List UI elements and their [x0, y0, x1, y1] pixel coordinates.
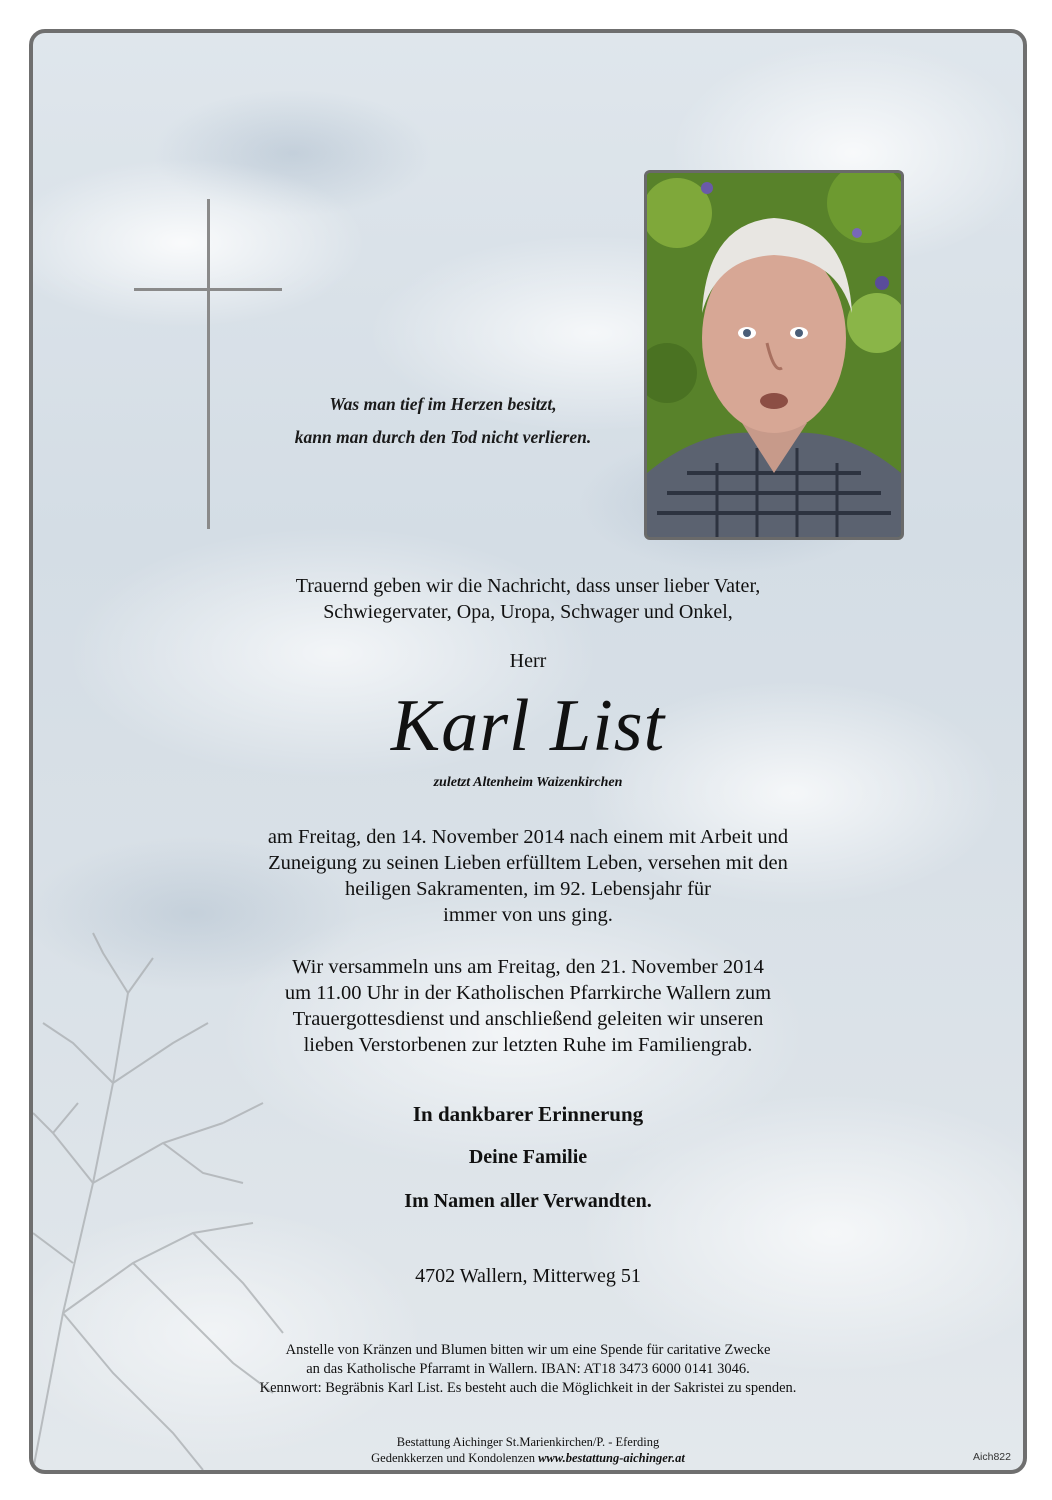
obituary-card: [29, 29, 1027, 1474]
closing-family: Deine Familie: [468, 1146, 588, 1168]
death-line-3: heiligen Sakramenten, im 92. Lebensjahr für: [344, 878, 712, 900]
family-address: 4702 Wallern, Mitterweg 51: [415, 1265, 641, 1287]
undertaker-website-link[interactable]: www.bestattung-aichinger.at: [538, 1451, 685, 1465]
announcement-intro: [33, 573, 1023, 625]
undertaker-line-2-text: Gedenkkerzen und Kondolenzen: [371, 1451, 539, 1465]
funeral-line-2: um 11.00 Uhr in der Katholischen Pfarrkirche Wallern zum: [284, 982, 772, 1004]
intro-line-2: Schwiegervater, Opa, Uropa, Schwager und Onkel,: [323, 601, 733, 623]
deceased-name: Karl List: [390, 685, 666, 767]
donation-note: [33, 1341, 1023, 1398]
death-notice: [33, 824, 1023, 928]
funeral-line-4: lieben Verstorbenen zur letzten Ruhe im Familiengrab.: [303, 1034, 753, 1056]
closing-relatives: Im Namen aller Verwandten.: [404, 1190, 652, 1212]
portrait-photo: [644, 170, 904, 540]
template-code: Aich822: [973, 1451, 1011, 1463]
death-line-2: Zuneigung zu seinen Lieben erfülltem Leben, versehen mit den: [268, 852, 788, 874]
funeral-line-3: Trauergottesdienst und anschließend geleiten wir unseren: [292, 1008, 764, 1030]
donation-line-1: Anstelle von Kränzen und Blumen bitten wir um eine Spende für caritative Zwecke: [285, 1342, 771, 1358]
cross-vertical-bar: [207, 199, 210, 529]
cross-horizontal-bar: [134, 288, 282, 291]
undertaker-line-2: [33, 1450, 1023, 1466]
death-line-4: immer von uns ging.: [443, 904, 613, 926]
closing-memory: In dankbarer Erinnerung: [412, 1102, 644, 1126]
quote-line-1: Was man tief im Herzen besitzt,: [329, 394, 557, 414]
funeral-notice: [33, 954, 1023, 1058]
death-line-1: am Freitag, den 14. November 2014 nach einem mit Arbeit und: [267, 826, 789, 848]
funeral-line-1: Wir versammeln uns am Freitag, den 21. November 2014: [292, 956, 764, 978]
donation-line-3: Kennwort: Begräbnis Karl List. Es besteht auch die Möglichkeit in der Sakristei zu spenden.: [259, 1380, 797, 1396]
undertaker-footer: [33, 1434, 1023, 1466]
intro-line-1: Trauernd geben wir die Nachricht, dass unser lieber Vater,: [295, 575, 761, 597]
memorial-quote: [233, 388, 653, 454]
salutation: Herr: [509, 650, 547, 672]
portrait-image: [647, 173, 901, 537]
last-residence: zuletzt Altenheim Waizenkirchen: [433, 775, 623, 790]
undertaker-line-1: Bestattung Aichinger St.Marienkirchen/P. - Eferding: [396, 1435, 660, 1449]
donation-line-2: an das Katholische Pfarramt in Wallern. IBAN: AT18 3473 6000 0141 3046.: [306, 1361, 750, 1377]
quote-line-2: kann man durch den Tod nicht verlieren.: [294, 427, 592, 447]
